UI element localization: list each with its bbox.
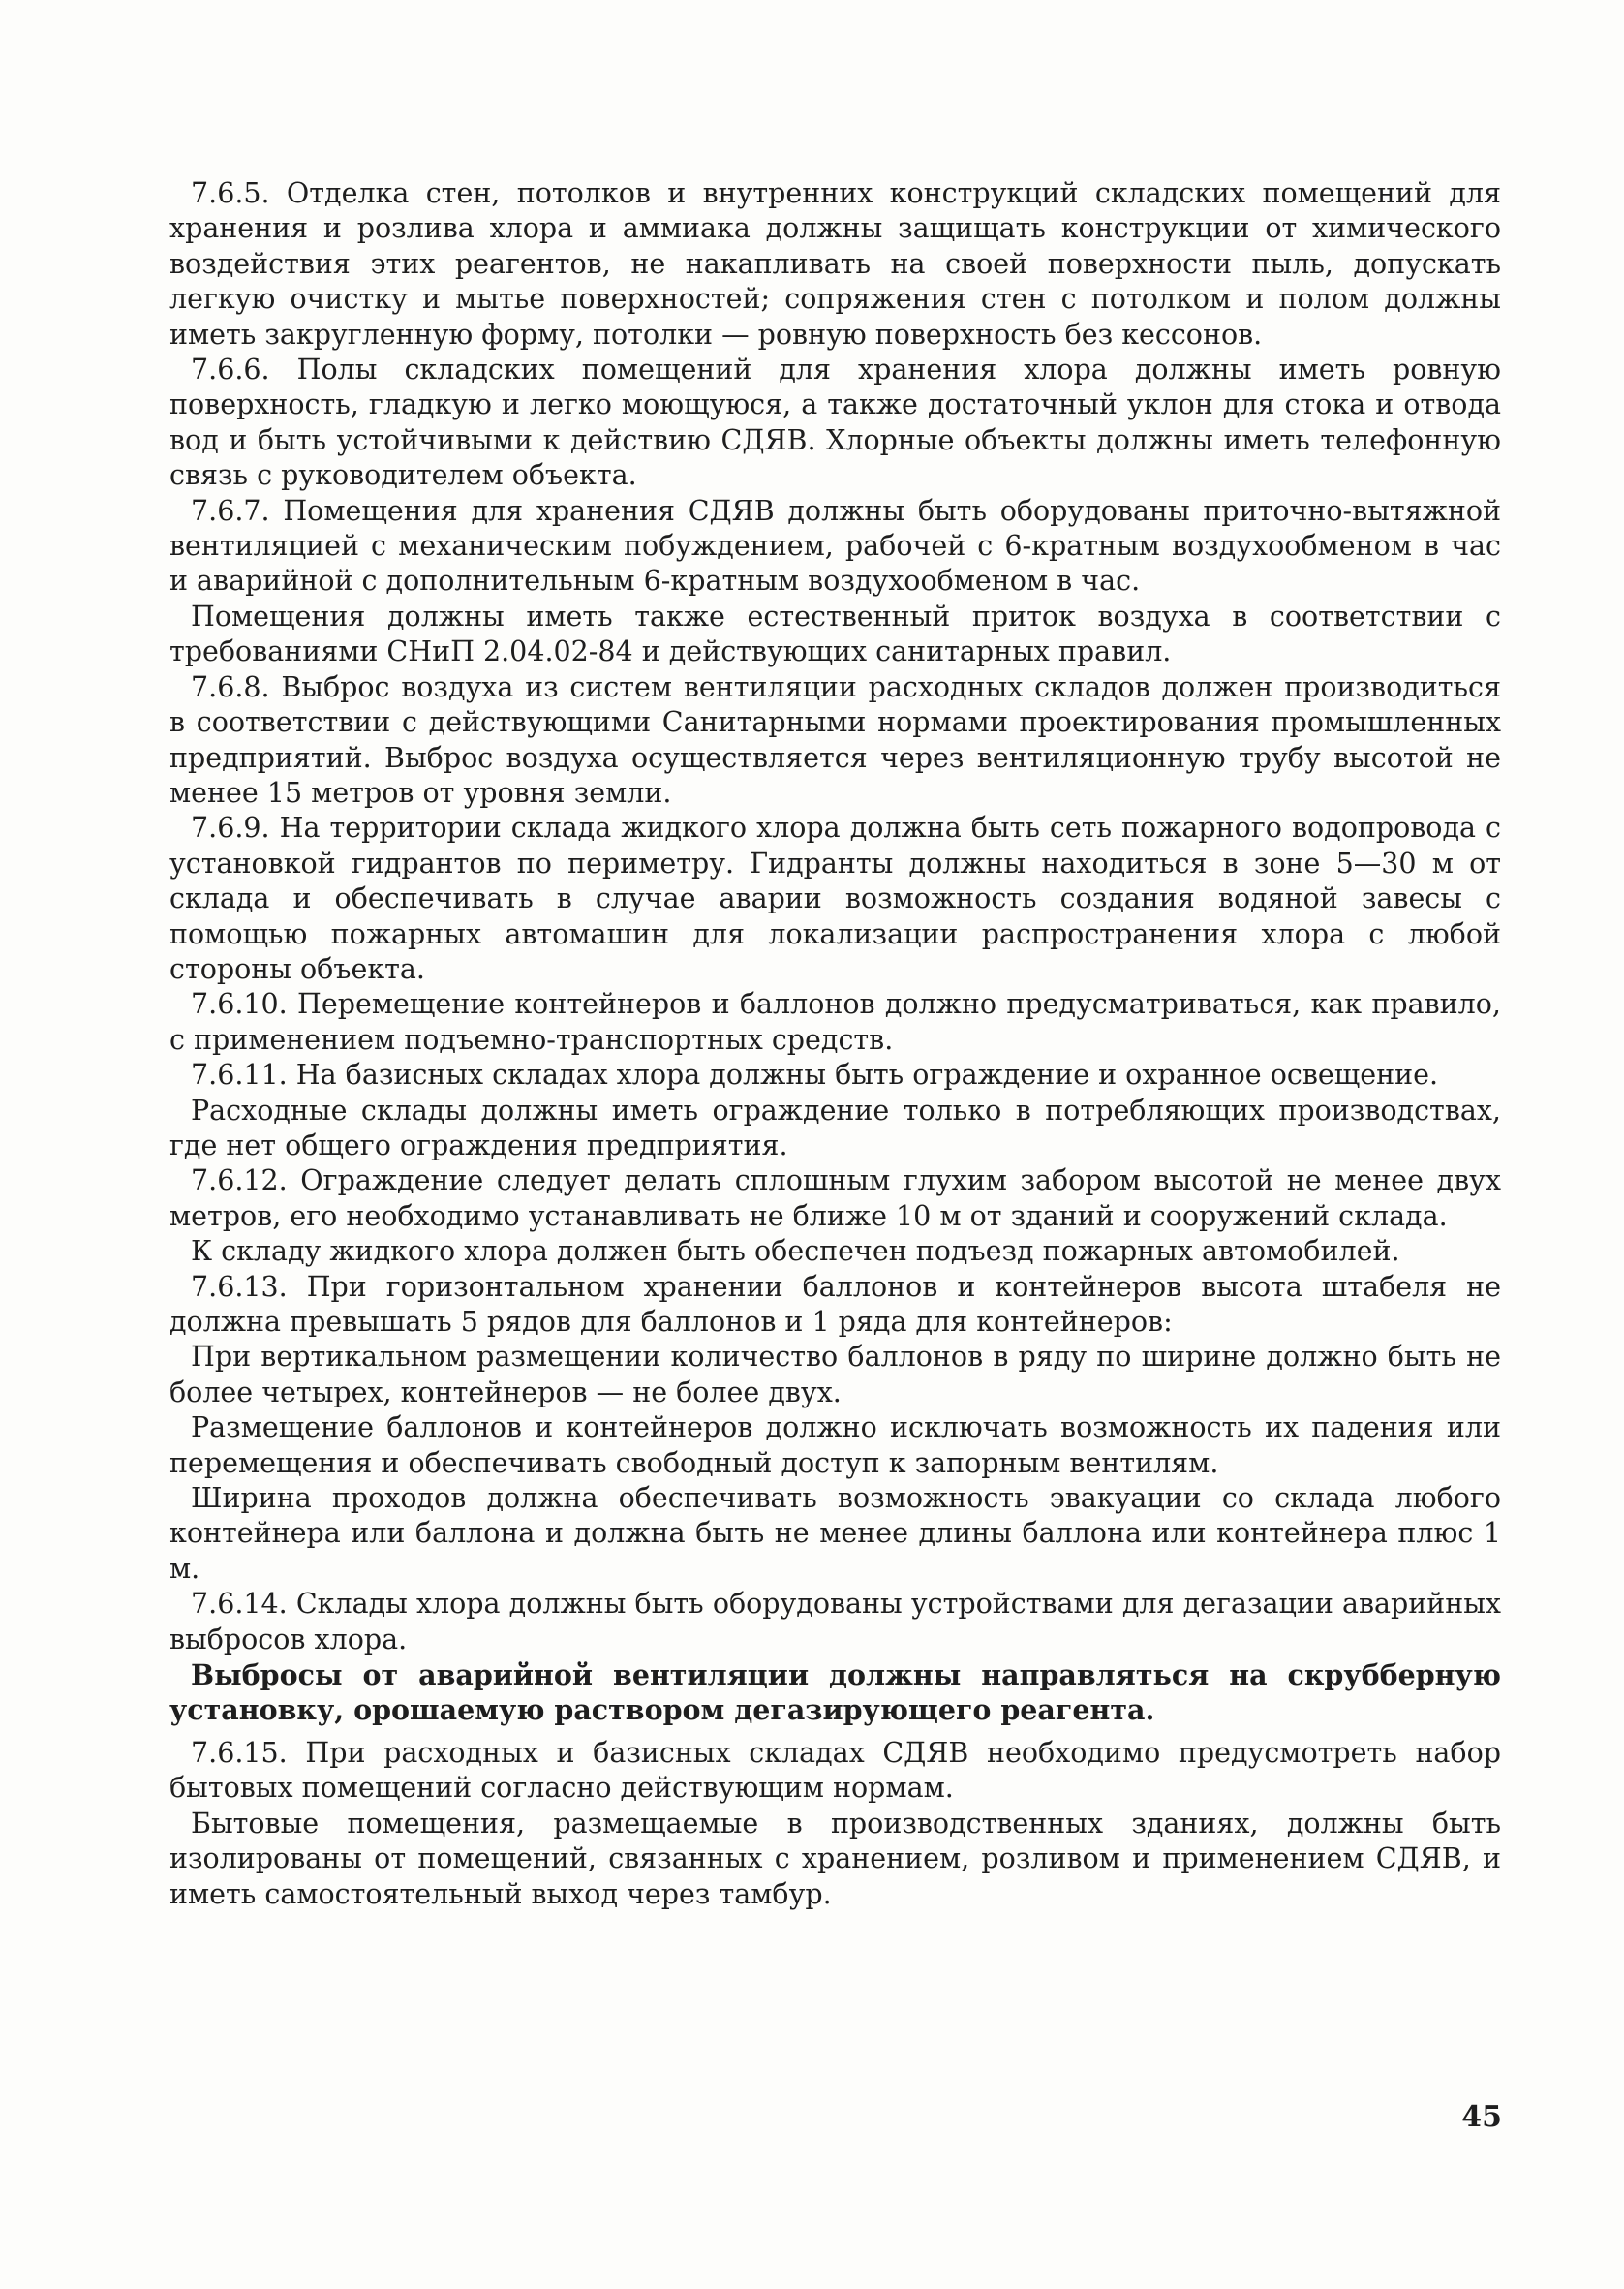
paragraph-fencing-consumers: Расходные склады должны иметь ограждение только в потребляющих производствах, где нет общего ограждения предприятия. (169, 1094, 1501, 1161)
paragraph-emergency-emissions: Выбросы от аварийной вентиляции должны направляться на скрубберную установку, орошаемую раствором дегазирующего реагента. (169, 1658, 1501, 1727)
paragraph-7-6-5: 7.6.5. Отделка стен, потолков и внутренних конструкций складских помещений для хранения и розлива хлора и аммиака должны защищать конструкции от химического воздействия этих реагентов, не накапливать на своей поверхности пыль, допускать легкую очистку и мытье поверхностей; сопряжения стен с потолком и полом должны иметь закругленную форму, потолки — ровную поверхность без кессонов. (169, 177, 1501, 351)
paragraph-7-6-10: 7.6.10. Перемещение контейнеров и баллонов должно предусматриваться, как правило, с применением подъемно-транспортных средств. (169, 988, 1501, 1056)
paragraph-7-6-7: 7.6.7. Помещения для хранения СДЯВ должны быть оборудованы приточно-вытяжной вентиляцией с механическим побуждением, рабочей с 6-кратным воздухообменом в час и аварийной с дополнительным 6-кратным воздухообменом в час. (169, 494, 1501, 598)
paragraph-7-6-15: 7.6.15. При расходных и базисных складах СДЯВ необходимо предусмотреть набор бытовых помещений согласно действующим нормам. (169, 1736, 1501, 1805)
paragraph-7-6-13: 7.6.13. При горизонтальном хранении баллонов и контейнеров высота штабеля не должна превышать 5 рядов для баллонов и 1 ряда для контейнеров: (169, 1270, 1501, 1338)
paragraph-7-6-14: 7.6.14. Склады хлора должны быть оборудованы устройствами для дегазации аварийных выбросов хлора. (169, 1588, 1501, 1655)
paragraph-7-6-11: 7.6.11. На базисных складах хлора должны быть ограждение и охранное освещение. (191, 1059, 1439, 1092)
paragraph-household-rooms: Бытовые помещения, размещаемые в производственных зданиях, должны быть изолированы от помещений, связанных с хранением, розливом и применением СДЯВ, и иметь самостоятельный выход через тамбур. (169, 1807, 1501, 1910)
paragraph-7-6-8: 7.6.8. Выброс воздуха из систем вентиляции расходных складов должен производиться в соответствии с действующими Санитарными нормами проектирования промышленных предприятий. Выброс воздуха осуществляется через вентиляционную трубу высотой не менее 15 метров от уровня земли. (169, 670, 1501, 809)
paragraph-placement: Размещение баллонов и контейнеров должно исключать возможность их падения или перемещения и обеспечивать свободный доступ к запорным вентилям. (169, 1411, 1501, 1479)
paragraph-passage-width: Ширина проходов должна обеспечивать возможность эвакуации со склада любого контейнера или баллона и должна быть не менее длины баллона или контейнера плюс 1 м. (169, 1482, 1501, 1585)
paragraph-fire-access: К складу жидкого хлора должен быть обеспечен подъезд пожарных автомобилей. (191, 1235, 1400, 1268)
paragraph-7-6-6: 7.6.6. Полы складских помещений для хранения хлора должны иметь ровную поверхность, гладкую и легко моющуюся, а также достаточный уклон для стока и отвода вод и быть устойчивыми к действию СДЯВ. Хлорные объекты должны иметь телефонную связь с руководителем объекта. (169, 354, 1501, 492)
paragraph-7-6-12: 7.6.12. Ограждение следует делать сплошным глухим забором высотой не менее двух метров, его необходимо устанавливать не ближе 10 м от зданий и сооружений склада. (169, 1164, 1501, 1232)
paragraph-7-6-9: 7.6.9. На территории склада жидкого хлора должна быть сеть пожарного водопровода с установкой гидрантов по периметру. Гидранты должны находиться в зоне 5—30 м от склада и обеспечивать в случае аварии возможность создания водяной завесы с помощью пожарных автомашин для локализации распространения хлора с любой стороны объекта. (169, 812, 1501, 985)
paragraph-ventilation-natural: Помещения должны иметь также естественный приток воздуха в соответствии с требованиями СНиП 2.04.02-84 и действующих санитарных правил. (169, 600, 1501, 668)
page-number: 45 (1461, 2100, 1502, 2134)
document-body (169, 176, 1501, 1912)
paragraph-vertical-storage: При вертикальном размещении количество баллонов в ряду по ширине должно быть не более четырех, контейнеров — не более двух. (169, 1341, 1501, 1408)
